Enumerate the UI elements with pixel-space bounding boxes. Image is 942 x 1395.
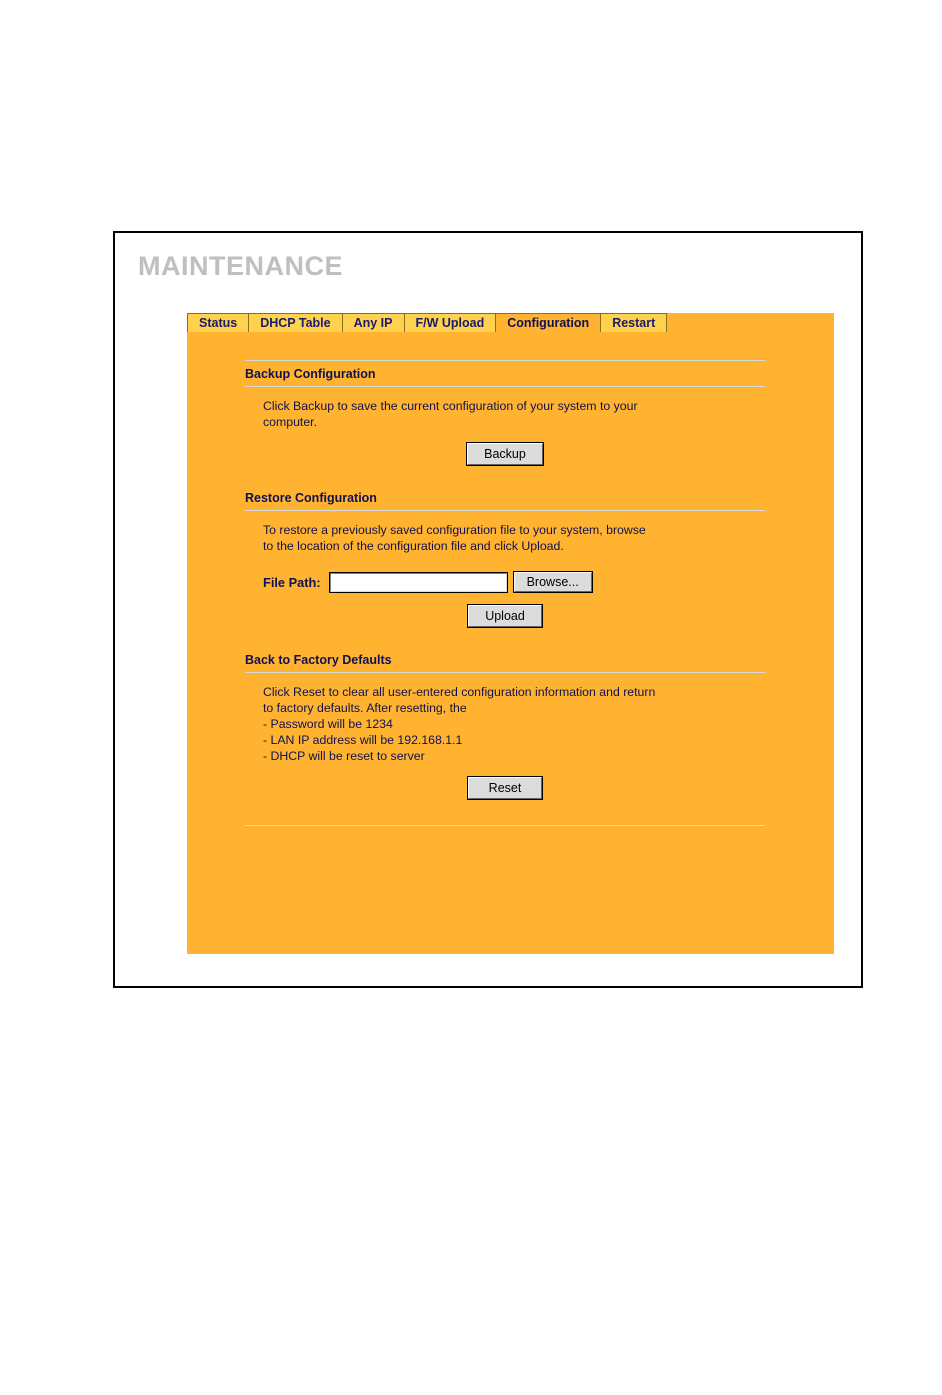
backup-section-rule — [245, 386, 765, 387]
backup-button-row — [245, 443, 765, 465]
restore-section-title: Restore Configuration — [245, 491, 377, 505]
reset-button[interactable]: Reset — [468, 777, 542, 799]
tab-restart-label: Restart — [612, 315, 656, 330]
restore-description-line1: To restore a previously saved configuration file to your system, browse — [263, 523, 646, 537]
restore-description-line2: to the location of the configuration file and click Upload. — [263, 539, 564, 553]
backup-button[interactable]: Backup — [467, 443, 543, 465]
backup-description — [263, 398, 755, 430]
tab-dhcp-table-label: DHCP Table — [260, 315, 331, 330]
tab-restart[interactable] — [601, 313, 667, 333]
factory-defaults-bullet-password: - Password will be 1234 — [263, 717, 393, 731]
tab-any-ip-label: Any IP — [353, 315, 393, 330]
backup-section-top-rule — [245, 360, 765, 361]
file-path-input[interactable] — [330, 573, 507, 592]
restore-description — [263, 522, 755, 554]
tab-dhcp-table[interactable] — [249, 313, 342, 333]
spacer-after-backup — [245, 465, 765, 491]
file-path-label: File Path: — [263, 574, 321, 590]
configuration-panel — [187, 332, 834, 954]
spacer-after-restore — [245, 627, 765, 653]
tab-status[interactable] — [187, 313, 249, 333]
device-web-ui-frame — [113, 231, 863, 988]
configuration-content — [245, 360, 765, 826]
tab-configuration-label: Configuration — [507, 315, 590, 330]
factory-defaults-description-line1: Click Reset to clear all user-entered configuration information and return — [263, 685, 656, 699]
factory-defaults-section-rule — [245, 672, 765, 673]
reset-button-row — [245, 777, 765, 799]
tab-fw-upload[interactable] — [405, 313, 497, 333]
content-bottom-rule — [245, 825, 765, 826]
factory-defaults-bullet-lan-ip: - LAN IP address will be 192.168.1.1 — [263, 733, 463, 747]
factory-defaults-bullets — [263, 716, 765, 764]
page-title: MAINTENANCE — [138, 251, 343, 281]
tab-bar — [187, 313, 834, 333]
factory-defaults-bullet-dhcp: - DHCP will be reset to server — [263, 749, 425, 763]
tab-fw-upload-label: F/W Upload — [415, 315, 485, 330]
file-path-row — [263, 572, 765, 592]
backup-description-line1: Click Backup to save the current configuration of your system to your — [263, 399, 638, 413]
factory-defaults-description-line2: to factory defaults. After resetting, the — [263, 701, 467, 715]
factory-defaults-description — [263, 684, 755, 716]
backup-section-title: Backup Configuration — [245, 367, 376, 381]
tab-any-ip[interactable] — [343, 313, 405, 333]
tab-configuration[interactable] — [496, 313, 601, 333]
restore-section-rule — [245, 510, 765, 511]
upload-button[interactable]: Upload — [468, 605, 542, 627]
factory-defaults-section-title: Back to Factory Defaults — [245, 653, 392, 667]
backup-description-line2: computer. — [263, 415, 317, 429]
browse-button[interactable]: Browse... — [514, 572, 592, 592]
upload-button-row — [245, 605, 765, 627]
tab-status-label: Status — [199, 315, 238, 330]
